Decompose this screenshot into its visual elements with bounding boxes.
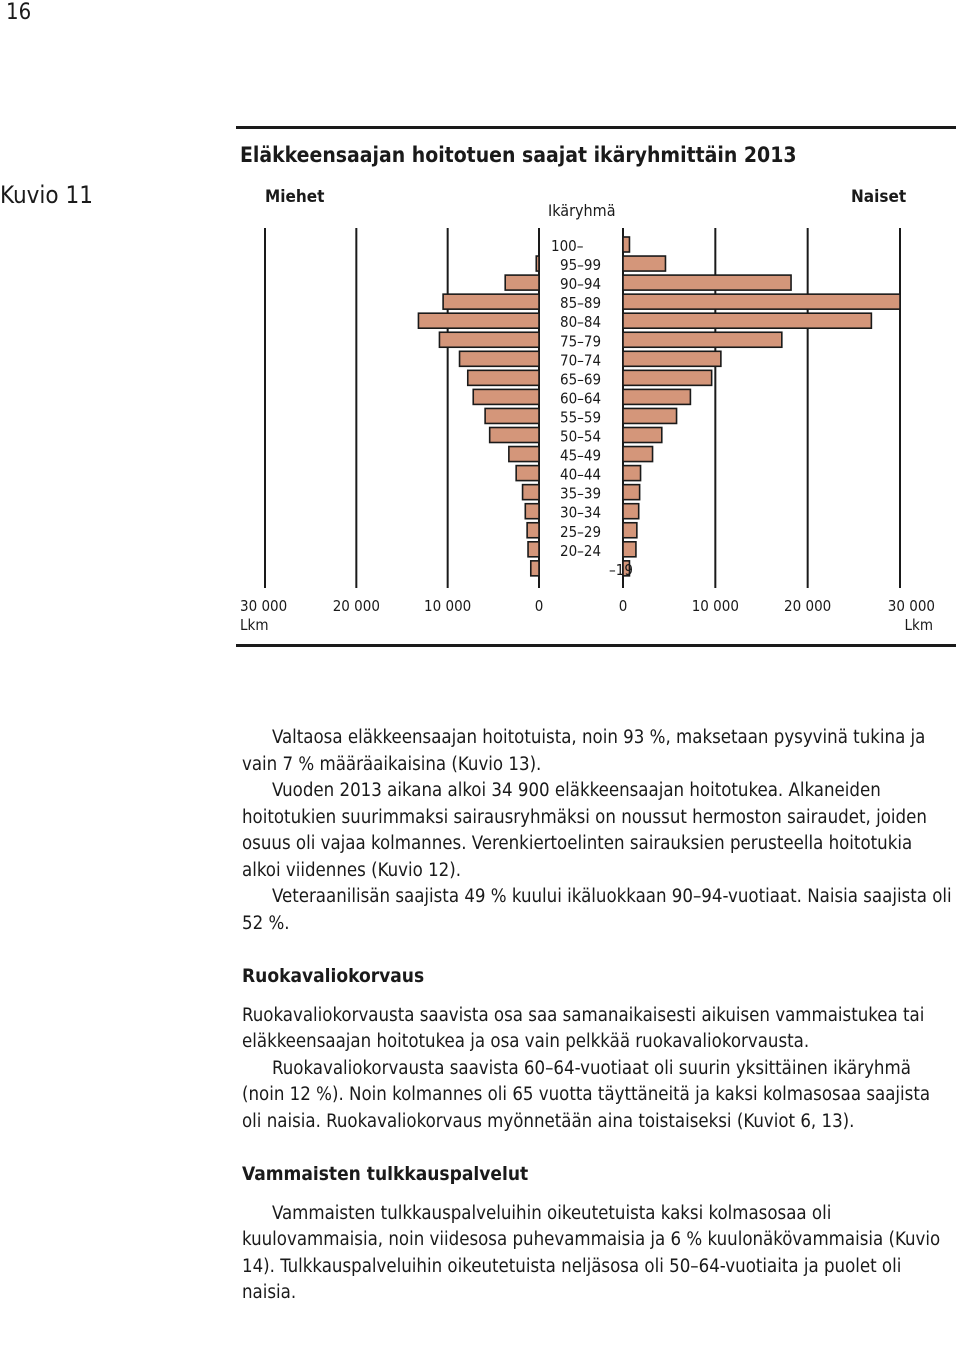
age-group-label: 75–79 (560, 332, 602, 351)
bar-men (525, 504, 539, 519)
age-group-label: 95–99 (560, 256, 602, 275)
paragraph: Vuoden 2013 aikana alkoi 34 900 eläkkeensaajan hoitotukea. Alkaneiden hoitotukien suurimmaksi sairausryhmäksi on noussut hermoston sairaudet, joiden osuus oli vajaa kolmannes. Verenkiertoelinten sairauksien perusteella hoitotukia alkoi viidennes (Kuvio 12). (242, 780, 927, 881)
bar-men (531, 561, 539, 576)
age-group-label: 70–74 (560, 351, 602, 370)
bottom-rule (236, 644, 956, 647)
age-group-label: 40–44 (560, 465, 602, 484)
bar-men (460, 351, 539, 366)
age-group-label: –19 (609, 560, 633, 579)
section-heading: Vammaisten tulkkauspalvelut (242, 1163, 529, 1185)
bar-men (527, 523, 539, 538)
unit-label-left: Lkm (240, 616, 269, 634)
age-group-label: 35–39 (560, 484, 602, 503)
bar-women (623, 351, 721, 366)
paragraph: Veteraanilisän saajista 49 % kuului ikäluokkaan 90–94-vuotiaat. Naisia saajista oli 52 %. (242, 886, 952, 934)
tick-label-left: 20 000 (332, 597, 380, 615)
bar-men (443, 294, 539, 309)
bar-women (623, 428, 662, 443)
bar-women (623, 370, 712, 385)
bar-men (418, 313, 539, 328)
section-heading: Ruokavaliokorvaus (242, 965, 425, 987)
bar-women (623, 256, 665, 271)
age-group-labels (551, 237, 633, 579)
tick-label-left: 10 000 (424, 597, 472, 615)
bar-women (623, 294, 900, 309)
bar-women (623, 542, 636, 557)
paragraph: Ruokavaliokorvausta saavista osa saa samanaikaisesti aikuisen vammaistukea tai eläkkeensaajan hoitotukea ja osa vain pelkkää ruokavaliokorvausta. (242, 1004, 925, 1052)
age-group-label: 60–64 (560, 389, 602, 408)
age-group-label: 85–89 (560, 294, 602, 313)
tick-label-right: 30 000 (887, 597, 935, 615)
bar-women (623, 504, 639, 519)
bar-men (439, 332, 539, 347)
bar-women (623, 408, 677, 423)
page-number: 16 (6, 0, 32, 25)
paragraph: Ruokavaliokorvausta saavista 60–64-vuotiaat oli suurin yksittäinen ikäryhmä (noin 12 %). Noin kolmannes oli 65 vuotta täyttäneitä ja kaksi kolmasosaa saajista oli naisia. Ruokavaliokorvaus myönnetään aina toistaiseksi (Kuviot 6, 13). (242, 1057, 931, 1132)
population-pyramid-chart (0, 0, 960, 660)
paragraph: Valtaosa eläkkeensaajan hoitotuista, noin 93 %, maksetaan pysyvinä tukina ja vain 7 % määräaikaisina (Kuvio 13). (242, 727, 926, 775)
age-group-label: 20–24 (560, 541, 602, 560)
bar-men (505, 275, 539, 290)
bar-women (623, 466, 641, 481)
bar-men (468, 370, 539, 385)
bar-women (623, 389, 690, 404)
figure-label: Kuvio 11 (0, 181, 93, 209)
bar-women (623, 523, 637, 538)
bar-women (623, 313, 871, 328)
bar-men (516, 466, 539, 481)
tick-label-right: 20 000 (784, 597, 832, 615)
unit-label-right: Lkm (904, 616, 933, 634)
bar-men (485, 408, 539, 423)
axis-ticks (240, 597, 935, 634)
age-axis-title: Ikäryhmä (548, 201, 616, 220)
bar-women (623, 275, 791, 290)
series-label-women: Naiset (851, 187, 907, 207)
bar-women (623, 485, 640, 500)
tick-label-right: 10 000 (691, 597, 739, 615)
bar-women (623, 447, 653, 462)
age-group-label: 100– (551, 237, 584, 255)
bar-men (490, 428, 539, 443)
age-group-label: 50–54 (560, 427, 602, 446)
bar-women (623, 237, 629, 252)
tick-label-left: 0 (534, 597, 544, 615)
bars (418, 237, 900, 576)
age-group-label: 25–29 (560, 522, 602, 541)
age-group-label: 90–94 (560, 275, 602, 294)
age-group-label: 55–59 (560, 408, 602, 427)
tick-label-left: 30 000 (240, 597, 288, 615)
chart-title: Eläkkeensaajan hoitotuen saajat ikäryhmittäin 2013 (240, 143, 797, 167)
age-group-label: 30–34 (560, 503, 602, 522)
bar-women (623, 332, 782, 347)
bar-men (528, 542, 539, 557)
series-label-men: Miehet (265, 187, 325, 207)
paragraph: Vammaisten tulkkauspalveluihin oikeutetuista kaksi kolmasosaa oli kuulovammaisia, noin viidesosa puhevammaisia ja 6 % kuulonäkövammaisia (Kuvio 14). Tulkkauspalveluihin oikeutetuista neljäsosa oli 50–64-vuotiaita ja puolet oli naisia. (242, 1202, 941, 1303)
bar-men (536, 256, 539, 271)
age-group-label: 80–84 (560, 313, 602, 332)
bar-men (473, 389, 539, 404)
bar-men (523, 485, 539, 500)
bar-men (509, 447, 539, 462)
age-group-label: 65–69 (560, 370, 602, 389)
age-group-label: 45–49 (560, 446, 602, 465)
tick-label-right: 0 (618, 597, 628, 615)
body-text (242, 725, 952, 1307)
